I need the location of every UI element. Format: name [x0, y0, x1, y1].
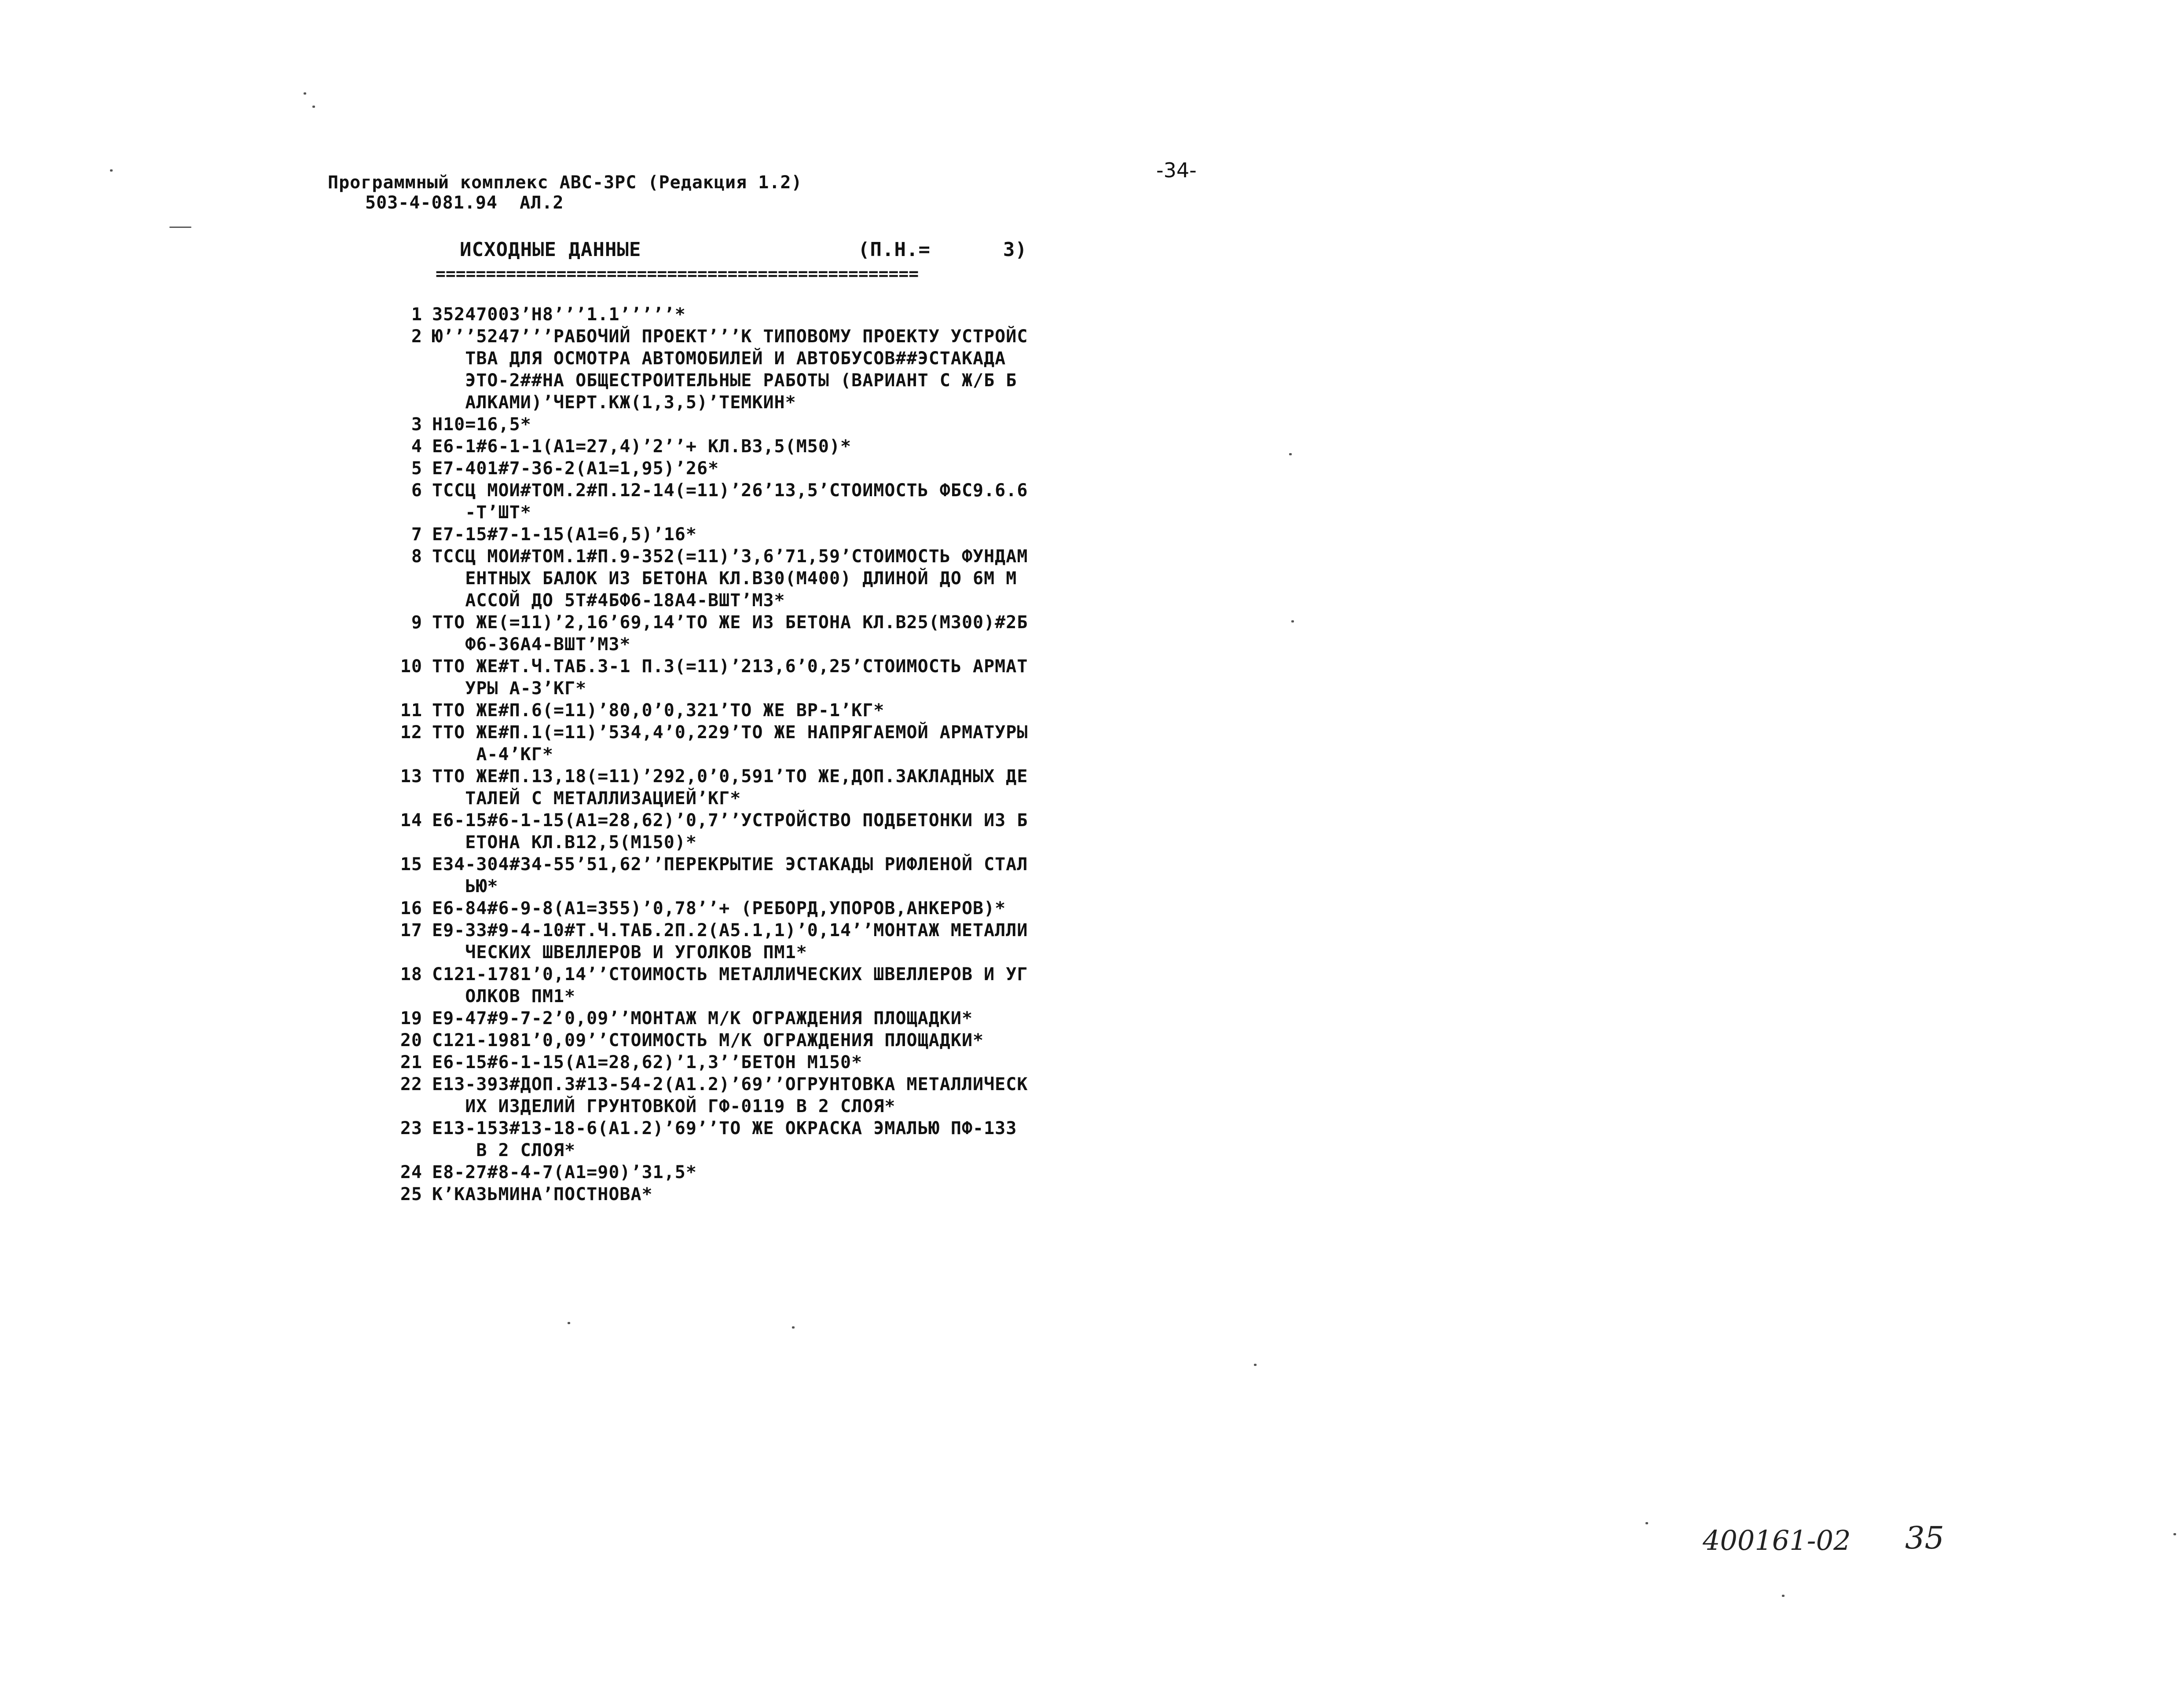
entry-line — [376, 875, 1168, 897]
entry-number: 5 — [411, 458, 422, 479]
entry-text: Е34-304#34-55’51,62’’ПЕРЕКРЫТИЕ ЭСТАКАДЫ РИФЛЕНОЙ СТАЛ — [432, 854, 1028, 875]
entry-line — [376, 1007, 1168, 1029]
entry-number — [376, 633, 432, 655]
entry-number — [376, 941, 432, 963]
entry-text: Е9-47#9-7-2’0,09’’МОНТАЖ М/К ОГРАЖДЕНИЯ ПЛОЩАДКИ* — [432, 1008, 973, 1029]
entry-text: ЕНТНЫХ БАЛОК ИЗ БЕТОНА КЛ.В30(М400) ДЛИНОЙ ДО 6М М — [432, 568, 1017, 589]
entry-text: Е6-84#6-9-8(А1=355)’0,78’’+ (РЕБОРД,УПОРОВ,АНКЕРОВ)* — [432, 898, 1006, 919]
entry-line — [376, 941, 1168, 963]
entry-text: ТССЦ МОИ#ТОМ.2#П.12-14(=11)’26’13,5’СТОИМОСТЬ ФБС9.6.6 — [432, 480, 1028, 501]
entry-number: 20 — [400, 1030, 422, 1051]
entry-line — [376, 348, 1168, 370]
entry-line — [376, 743, 1168, 765]
entry-line — [376, 611, 1168, 633]
entry-number — [376, 1139, 432, 1161]
entry-line — [376, 677, 1168, 699]
entry-text: В 2 СЛОЯ* — [432, 1140, 576, 1161]
scan-speck — [304, 92, 306, 95]
entry-text: Е6-15#6-1-15(А1=28,62)’1,3’’БЕТОН М150* — [432, 1052, 863, 1073]
program-header: Программный комплекс АВС-ЗРС (Редакция 1.2) — [328, 172, 803, 193]
entry-text: К’КАЗЬМИНА’ПОСТНОВА* — [432, 1184, 653, 1204]
entry-line — [376, 985, 1168, 1007]
entry-number: 22 — [400, 1074, 422, 1095]
entry-text: ТВА ДЛЯ ОСМОТРА АВТОМОБИЛЕЙ И АВТОБУСОВ##ЭСТАКАДА — [432, 348, 1006, 369]
entry-number — [376, 875, 432, 897]
entry-text: ТАЛЕЙ С МЕТАЛЛИЗАЦИЕЙ’КГ* — [432, 788, 741, 809]
entry-line — [376, 1161, 1168, 1183]
entry-number: 11 — [400, 700, 422, 721]
entry-number: 18 — [400, 964, 422, 985]
entry-text: УРЫ А-3’КГ* — [432, 678, 587, 699]
scan-speck — [312, 106, 315, 108]
entry-line — [376, 721, 1168, 743]
entry-number: 6 — [411, 480, 422, 501]
entry-number: 25 — [400, 1184, 422, 1204]
entry-text: Е13-393#ДОП.3#13-54-2(А1.2)’69’’ОГРУНТОВКА МЕТАЛЛИЧЕСК — [432, 1074, 1028, 1095]
entry-line — [376, 897, 1168, 919]
entry-line — [376, 1095, 1168, 1117]
entry-line — [376, 304, 1168, 326]
entry-text: ЕТОНА КЛ.В12,5(М150)* — [432, 832, 697, 853]
entry-number: 17 — [400, 920, 422, 941]
entry-number: 4 — [411, 436, 422, 457]
title-underline: ================================================ — [436, 264, 919, 283]
entry-number: 21 — [400, 1052, 422, 1073]
scan-speck — [1782, 1595, 1785, 1597]
entry-text: ИХ ИЗДЕЛИЙ ГРУНТОВКОЙ ГФ-0119 В 2 СЛОЯ* — [432, 1096, 896, 1117]
scan-speck — [110, 169, 113, 172]
entry-number — [376, 743, 432, 765]
scan-speck — [2173, 1533, 2176, 1535]
entry-line — [376, 1139, 1168, 1161]
entry-number — [376, 985, 432, 1007]
entry-text: ТССЦ МОИ#ТОМ.1#П.9-352(=11)’3,6’71,59’СТОИМОСТЬ ФУНДАМ — [432, 546, 1028, 567]
entry-text: С121-1781’0,14’’СТОИМОСТЬ МЕТАЛЛИЧЕСКИХ ШВЕЛЛЕРОВ И УГ — [432, 964, 1028, 985]
entry-line — [376, 326, 1168, 348]
entry-line — [376, 414, 1168, 436]
scan-speck — [1291, 620, 1294, 622]
entry-number: 15 — [400, 854, 422, 875]
entry-line — [376, 765, 1168, 787]
section-title: ИСХОДНЫЕ ДАННЫЕ — [460, 238, 641, 261]
entry-text: Е13-153#13-18-6(А1.2)’69’’ТО ЖЕ ОКРАСКА ЭМАЛЬЮ ПФ-133 — [432, 1118, 1017, 1139]
entry-line — [376, 1183, 1168, 1205]
entry-number: 7 — [411, 524, 422, 545]
entry-line — [376, 963, 1168, 985]
entry-text: ЧЕСКИХ ШВЕЛЛЕРОВ И УГОЛКОВ ПМ1* — [432, 942, 807, 963]
section-pn: (П.Н.= 3) — [858, 238, 1027, 261]
entry-text: АЛКАМИ)’ЧЕРТ.КЖ(1,3,5)’ТЕМКИН* — [432, 392, 796, 413]
entry-text: А-4’КГ* — [432, 744, 553, 765]
entry-number: 12 — [400, 722, 422, 743]
entry-text: Е6-1#6-1-1(А1=27,4)’2’’+ КЛ.В3,5(М50)* — [432, 436, 852, 457]
entry-line — [376, 1051, 1168, 1073]
entry-number — [376, 392, 432, 414]
entry-number — [376, 348, 432, 370]
entry-number: 2 — [411, 326, 422, 347]
entry-text: Е7-15#7-1-15(А1=6,5)’16* — [432, 524, 697, 545]
entry-line — [376, 589, 1168, 611]
entry-number: 10 — [400, 656, 422, 677]
entry-text: Е8-27#8-4-7(А1=90)’31,5* — [432, 1162, 697, 1182]
entry-line — [376, 853, 1168, 875]
entry-number — [376, 589, 432, 611]
entry-number: 16 — [400, 898, 422, 919]
entry-line — [376, 809, 1168, 831]
entry-line — [376, 567, 1168, 589]
entry-line — [376, 699, 1168, 721]
entry-text: ТТО ЖЕ#П.6(=11)’80,0’0,321’ТО ЖЕ ВР-1’КГ* — [432, 700, 885, 721]
entry-line — [376, 919, 1168, 941]
entry-text: Ю’’’5247’’’РАБОЧИЙ ПРОЕКТ’’’К ТИПОВОМУ ПРОЕКТУ УСТРОЙС — [432, 326, 1028, 347]
entry-line — [376, 545, 1168, 567]
entry-line — [376, 524, 1168, 545]
page-number: -34- — [1156, 158, 1197, 182]
entry-number: 19 — [400, 1008, 422, 1029]
entry-line — [376, 458, 1168, 480]
entry-line — [376, 1117, 1168, 1139]
entry-text: Е7-401#7-36-2(А1=1,95)’26* — [432, 458, 719, 479]
document-code: 503-4-081.94 АЛ.2 — [365, 193, 564, 213]
entry-number — [376, 787, 432, 809]
entry-line — [376, 436, 1168, 458]
entry-number: 23 — [400, 1118, 422, 1139]
entry-text: -Т’ШТ* — [432, 502, 531, 523]
entry-text: ТТО ЖЕ#Т.Ч.ТАБ.3-1 П.3(=11)’213,6’0,25’СТОИМОСТЬ АРМАТ — [432, 656, 1028, 677]
entry-number — [376, 831, 432, 853]
scan-speck — [568, 1322, 570, 1324]
entry-text: 35247003’Н8’’’1.1’’’’’* — [432, 304, 686, 325]
entry-number: 1 — [411, 304, 422, 325]
entry-line — [376, 831, 1168, 853]
entry-line — [376, 1073, 1168, 1095]
entry-number: 24 — [400, 1162, 422, 1182]
entry-line — [376, 370, 1168, 392]
entry-text: С121-1981’0,09’’СТОИМОСТЬ М/К ОГРАЖДЕНИЯ ПЛОЩАДКИ* — [432, 1030, 984, 1051]
entry-number — [376, 567, 432, 589]
entry-number: 13 — [400, 766, 422, 787]
entry-line — [376, 1029, 1168, 1051]
entries-list — [376, 304, 1168, 1205]
entry-text: ТТО ЖЕ#П.13,18(=11)’292,0’0,591’ТО ЖЕ,ДОП.ЗАКЛАДНЫХ ДЕ — [432, 766, 1028, 787]
entry-text: АССОЙ ДО 5Т#4БФ6-18А4-ВШТ’М3* — [432, 590, 785, 611]
handwritten-code: 400161-02 — [1703, 1524, 1851, 1556]
entry-line — [376, 392, 1168, 414]
entry-number: 14 — [400, 810, 422, 831]
entry-number: 8 — [411, 546, 422, 567]
entry-line — [376, 655, 1168, 677]
entry-text: Е6-15#6-1-15(А1=28,62)’0,7’’УСТРОЙСТВО ПОДБЕТОНКИ ИЗ Б — [432, 810, 1028, 831]
entry-line — [376, 787, 1168, 809]
scan-speck — [169, 227, 191, 228]
scan-speck — [1289, 453, 1292, 455]
entry-text: ЬЮ* — [432, 876, 498, 897]
entry-number — [376, 370, 432, 392]
entry-line — [376, 633, 1168, 655]
entry-number — [376, 502, 432, 524]
entry-number — [376, 677, 432, 699]
entry-text: Н10=16,5* — [432, 414, 531, 435]
handwritten-sheet-number: 35 — [1905, 1520, 1945, 1556]
entry-number: 9 — [411, 612, 422, 633]
entry-number: 3 — [411, 414, 422, 435]
entry-text: ТТО ЖЕ#П.1(=11)’534,4’0,229’ТО ЖЕ НАПРЯГАЕМОЙ АРМАТУРЫ — [432, 722, 1028, 743]
entry-line — [376, 480, 1168, 502]
entry-number — [376, 1095, 432, 1117]
entry-text: Е9-33#9-4-10#Т.Ч.ТАБ.2П.2(А5.1,1)’0,14’’МОНТАЖ МЕТАЛЛИ — [432, 920, 1028, 941]
entry-text: ТТО ЖЕ(=11)’2,16’69,14’ТО ЖЕ ИЗ БЕТОНА КЛ.В25(М300)#2Б — [432, 612, 1028, 633]
scan-speck — [1254, 1364, 1257, 1366]
scan-speck — [792, 1326, 795, 1329]
scan-speck — [1645, 1522, 1648, 1524]
entry-text: ЭТО-2##НА ОБЩЕСТРОИТЕЛЬНЫЕ РАБОТЫ (ВАРИАНТ С Ж/Б Б — [432, 370, 1017, 391]
entry-line — [376, 502, 1168, 524]
entry-text: ОЛКОВ ПМ1* — [432, 986, 576, 1007]
entry-text: Ф6-36А4-ВШТ’М3* — [432, 634, 631, 655]
